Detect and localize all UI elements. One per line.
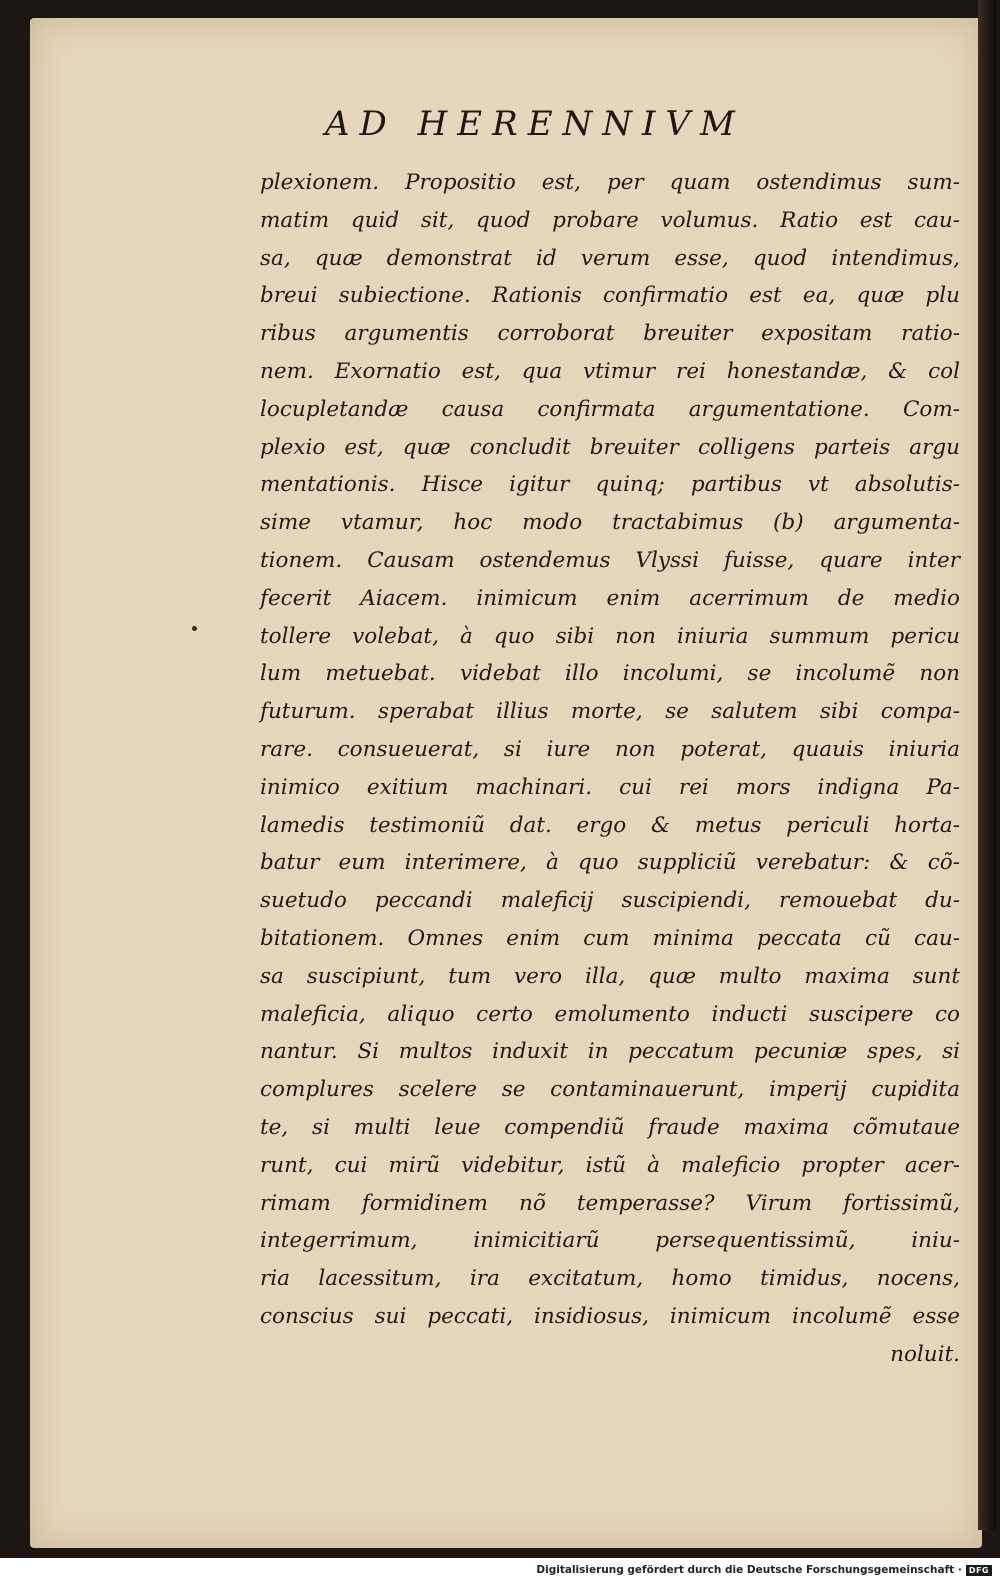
text-line: ribus argumentis corroborat breuiter expositam ratio- (260, 321, 960, 347)
text-line: tionem. Causam ostendemus Vlyssi fuisse, quare inter (260, 547, 960, 573)
text-line: bitationem. Omnes enim cum minima peccata cũ cau- (260, 925, 960, 951)
text-line: rimam formidinem nõ temperasse? Virum fortissimũ, (260, 1190, 960, 1216)
text-line: suetudo peccandi maleficij suscipiendi, remouebat du- (260, 888, 960, 914)
text-line: locupletandæ causa confirmata argumentatione. Com- (260, 396, 960, 422)
text-line: inimico exitium machinari. cui rei mors indigna Pa- (260, 774, 960, 800)
text-line: sa, quæ demonstrat id verum esse, quod intendimus, (260, 245, 960, 271)
text-line: futurum. sperabat illius morte, se salutem sibi compa- (260, 699, 960, 725)
ink-speck (192, 626, 197, 631)
text-line: lamedis testimoniũ dat. ergo & metus periculi horta- (260, 812, 960, 838)
text-line: runt, cui mirũ videbitur, istũ à maleficio propter acer- (260, 1152, 960, 1178)
text-line: mentationis. Hisce igitur quinq; partibus vt absolutis- (260, 472, 960, 498)
text-line: maleficia, aliquo certo emolumento inducti suscipere co (260, 1001, 960, 1027)
dfg-logo: DFG (966, 1565, 992, 1576)
digitization-credit (536, 1564, 992, 1576)
body-text (260, 164, 960, 1374)
text-line: integerrimum, inimicitiarũ persequentissimũ, iniu- (260, 1228, 960, 1254)
text-line: matim quid sit, quod probare volumus. Ratio est cau- (260, 207, 960, 233)
text-line: complures scelere se contaminauerunt, imperij cupidita (260, 1077, 960, 1103)
text-line: noluit. (890, 1341, 960, 1367)
text-line: tollere volebat, à quo sibi non iniuria summum pericu (260, 623, 960, 649)
credit-text: Digitalisierung gefördert durch die Deutsche Forschungsgemeinschaft · (536, 1564, 962, 1576)
text-line: conscius sui peccati, insidiosus, inimicum incolumẽ esse (260, 1303, 960, 1329)
text-line: fecerit Aiacem. inimicum enim acerrimum de medio (260, 585, 960, 611)
text-line: breui subiectione. Rationis confirmatio est ea, quæ plu (260, 283, 960, 309)
text-line: plexionem. Propositio est, per quam ostendimus sum- (260, 170, 960, 195)
text-line: te, si multi leue compendiũ fraude maxima cõmutaue (260, 1114, 960, 1140)
text-line: ria lacessitum, ira excitatum, homo timidus, nocens, (260, 1266, 960, 1292)
text-line: sa suscipiunt, tum vero illa, quæ multo maxima sunt (260, 963, 960, 989)
text-line: nem. Exornatio est, qua vtimur rei honestandæ, & col (260, 358, 960, 384)
running-head: AD HERENNIVM (325, 104, 745, 144)
text-line: nantur. Si multos induxit in peccatum pecuniæ spes, si (260, 1039, 960, 1065)
text-line: lum metuebat. videbat illo incolumi, se incolumẽ non (260, 661, 960, 687)
text-line: sime vtamur, hoc modo tractabimus (b) argumenta- (260, 510, 960, 536)
text-line: batur eum interimere, à quo suppliciũ verebatur: & cõ- (260, 850, 960, 876)
text-line: plexio est, quæ concludit breuiter colligens parteis argu (260, 434, 960, 460)
text-line: rare. consueuerat, si iure non poterat, quauis iniuria (260, 736, 960, 762)
book-page (30, 18, 982, 1548)
page-edge-shadow (978, 0, 996, 1530)
